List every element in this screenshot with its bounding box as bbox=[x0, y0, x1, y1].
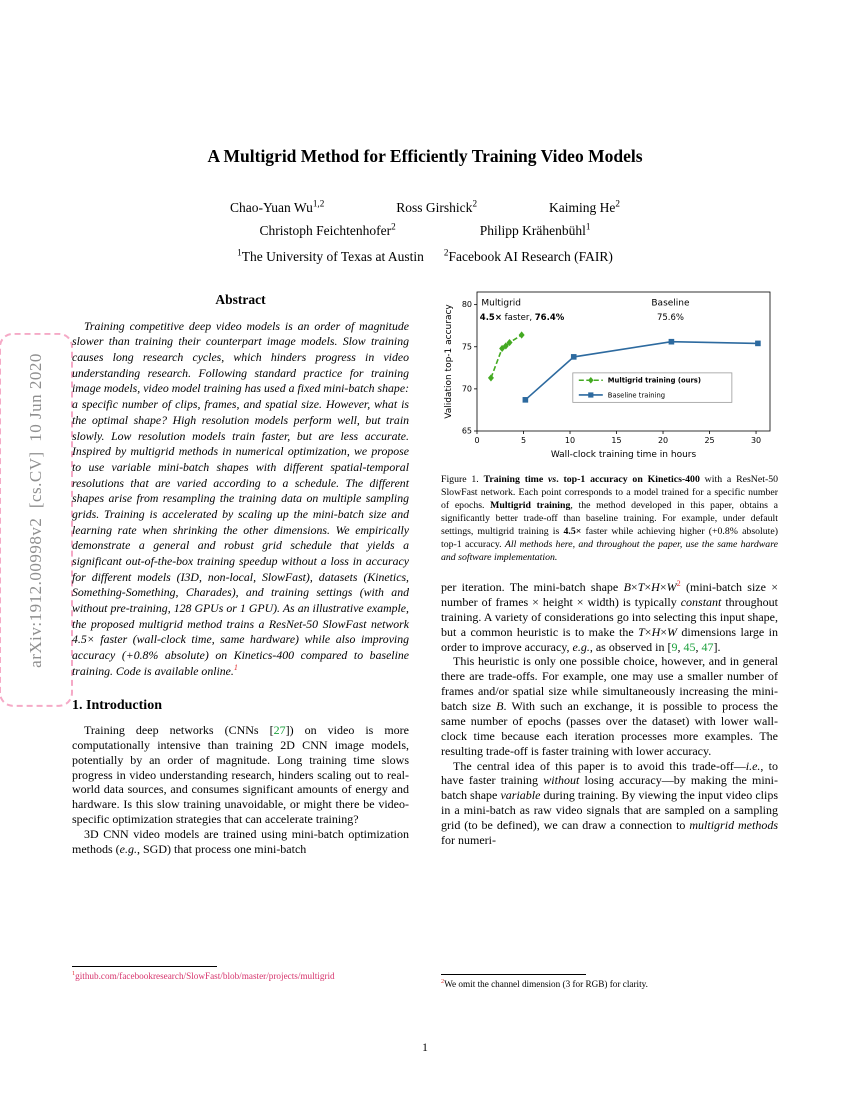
affiliation-text: Facebook AI Research (FAIR) bbox=[448, 249, 613, 264]
footnote-marker[interactable]: 1 bbox=[233, 662, 238, 672]
svg-text:25: 25 bbox=[704, 436, 715, 445]
text-segment: constant bbox=[680, 594, 722, 609]
svg-text:65: 65 bbox=[461, 426, 472, 436]
footnote-rule bbox=[72, 966, 217, 967]
svg-text:70: 70 bbox=[461, 384, 472, 394]
text-segment: with a ResNet-50 SlowFast network. Each point corresponds to a model trained for a specific number of epochs. bbox=[441, 474, 779, 512]
svg-text:75: 75 bbox=[461, 342, 472, 352]
figure-1-chart bbox=[441, 286, 778, 461]
svg-text:75.6%: 75.6% bbox=[656, 312, 684, 323]
text-segment: All methods here, and throughout the paper, use the same hardware and software implementation. bbox=[441, 539, 778, 564]
text-segment: i.e. bbox=[745, 758, 761, 773]
author-name: Kaiming He bbox=[549, 200, 616, 215]
citation-link[interactable]: 47 bbox=[701, 639, 714, 654]
text-segment: H bbox=[651, 580, 660, 595]
citation-link[interactable]: 45 bbox=[683, 639, 696, 654]
author-affiliation-superscript: 2 bbox=[391, 221, 396, 232]
page-number: 1 bbox=[422, 1042, 428, 1054]
author-name: Ross Girshick bbox=[396, 200, 473, 215]
text-segment: W bbox=[667, 624, 678, 639]
text-segment: × bbox=[644, 624, 652, 639]
right-paragraph-3 bbox=[441, 759, 778, 848]
text-segment: B bbox=[623, 580, 631, 595]
text-segment: The central idea of this paper is to avoid this trade-off— bbox=[453, 758, 746, 773]
footnote-marker[interactable]: 2 bbox=[676, 579, 681, 589]
svg-text:Multigrid: Multigrid bbox=[481, 298, 522, 309]
text-segment: H bbox=[651, 624, 661, 639]
author bbox=[549, 200, 620, 216]
text-segment: ]. bbox=[713, 639, 721, 654]
svg-text:Baseline training: Baseline training bbox=[607, 391, 666, 400]
text-segment: W bbox=[666, 580, 677, 595]
text-segment: , the method developed in this paper, obtains a significantly better trade-off than baseline training. For example, under default settings, multigrid training is bbox=[441, 500, 778, 538]
affiliation bbox=[444, 249, 613, 265]
footnote-left-text bbox=[72, 971, 335, 981]
text-segment: e.g. bbox=[119, 841, 137, 856]
author bbox=[260, 223, 396, 239]
arxiv-stamp bbox=[0, 333, 73, 707]
author-name: Chao-Yuan Wu bbox=[230, 200, 313, 215]
text-segment: × bbox=[660, 624, 668, 639]
text-segment: , to have faster training bbox=[441, 758, 778, 788]
abstract-body bbox=[72, 319, 409, 680]
footnote-marker[interactable]: 1 bbox=[72, 969, 76, 977]
author-affiliation-superscript: 1 bbox=[585, 221, 591, 232]
text-segment: × bbox=[630, 580, 638, 595]
citation-link[interactable]: 27 bbox=[273, 722, 286, 737]
svg-text:Validation top-1 accuracy: Validation top-1 accuracy bbox=[444, 304, 454, 419]
section-heading-introduction: 1. Introduction bbox=[72, 697, 162, 713]
author bbox=[480, 223, 591, 239]
author-name: Christoph Feichtenhofer bbox=[259, 223, 392, 238]
text-segment: T bbox=[638, 624, 645, 639]
author-affiliation-superscript: 2 bbox=[472, 198, 478, 209]
text-segment: without bbox=[543, 773, 580, 788]
text-segment: , bbox=[695, 639, 702, 654]
text-segment: 4.5× bbox=[563, 526, 582, 538]
author-affiliation-superscript: 2 bbox=[615, 198, 620, 209]
svg-text:30: 30 bbox=[750, 436, 762, 445]
text-segment: We omit the channel dimension (3 for RGB) for clarity. bbox=[444, 979, 648, 989]
abstract-heading: Abstract bbox=[215, 292, 266, 307]
text-segment: × bbox=[644, 580, 652, 595]
affiliation-superscript: 1 bbox=[237, 247, 242, 258]
author-list-row2 bbox=[0, 223, 850, 239]
text-segment: multigrid methods bbox=[689, 818, 779, 833]
text-segment: ]) on video is more computationally intensive than training 2D CNN image models, potentially by an order of magnitude. Long training time slows progress in video understanding research, hinders scaling out to real-world data sources, and consumes significant amounts of energy and hardware. Is this slow training unavoidable, or might there be video-specific optimization strategies that can accelerate training? bbox=[72, 722, 410, 827]
text-segment: . With such an exchange, it is possible to process the same number of epochs (passes over the dataset) with lower wall-clock time because each iteration processes more examples. The resulting trade-off is faster training with lower accuracy. bbox=[441, 699, 778, 758]
author-affiliation-superscript: 1,2 bbox=[312, 198, 325, 209]
affiliation bbox=[237, 249, 424, 265]
author-name: Philipp Krähenbühl bbox=[479, 223, 586, 238]
svg-text:20: 20 bbox=[657, 436, 669, 445]
footnote-rule bbox=[441, 974, 586, 975]
right-column-body bbox=[441, 580, 778, 848]
url-link[interactable]: github.com/facebookresearch/SlowFast/blob/master/projects/multigrid bbox=[75, 971, 335, 981]
intro-paragraph-2 bbox=[72, 827, 409, 857]
author bbox=[230, 200, 324, 216]
text-segment: × bbox=[659, 580, 667, 595]
affiliation-superscript: 2 bbox=[443, 247, 449, 258]
svg-text:5: 5 bbox=[520, 436, 527, 445]
footnote-right bbox=[441, 974, 778, 991]
svg-text:10: 10 bbox=[564, 436, 576, 445]
svg-text:0: 0 bbox=[474, 436, 480, 445]
right-paragraph-1 bbox=[441, 580, 778, 654]
svg-text:Wall-clock training time in ho: Wall-clock training time in hours bbox=[550, 450, 697, 460]
text-segment: vs bbox=[548, 474, 557, 485]
text-segment: Training deep networks (CNNs [ bbox=[84, 722, 274, 737]
figure-1 bbox=[441, 286, 778, 461]
figure-1-caption bbox=[441, 473, 778, 564]
paper-title: A Multigrid Method for Efficiently Training Video Models bbox=[207, 146, 643, 166]
affiliation-line bbox=[0, 249, 850, 265]
text-segment: , as observed in [ bbox=[589, 639, 672, 654]
left-column bbox=[72, 292, 409, 857]
text-segment: e.g. bbox=[572, 639, 590, 654]
footnote-right-text bbox=[441, 979, 648, 989]
author bbox=[396, 200, 477, 216]
text-segment: Multigrid training bbox=[490, 500, 571, 512]
text-segment: Training competitive deep video models is an order of magnitude slower than training their counterpart image models. Slow training causes long research cycles, which hinders progress in video understanding research. Following standard practice for training image models, video model training has used a fixed mini-batch shape: a specific number of clips, frames, and spatial size. However, what is the optimal shape? High resolution models perform well, but train slowly. Low resolution models train faster, but are less accurate. Inspired by multigrid methods in numerical optimization, we propose to use variable mini-batch shapes with different spatial-temporal resolutions that are varied according to a schedule. The different shapes arise from resampling the training data on multiple sampling grids. Training is accelerated by scaling up the mini-batch size and learning rate when shrinking the other dimensions. We empirically demonstrate a general and robust grid schedule that yields a significant out-of-the-box training speedup without a loss in accuracy for different models (I3D, non-local, SlowFast), datasets (Kinetics, Something-Something, Charades), and training settings (with and without pre-training, 128 GPUs or 1 GPU). As an illustrative example, the proposed multigrid method trains a ResNet-50 SlowFast network 4.5× faster (wall-clock time, same hardware) while also improving accuracy (+0.8% absolute) on Kinetics-400 compared to baseline training. Code is available online. bbox=[72, 318, 409, 678]
text-segment: faster while achieving higher (+0.8% absolute) top-1 accuracy. bbox=[441, 526, 778, 551]
text-segment: , SGD) that process one mini-batch bbox=[137, 841, 307, 856]
text-segment: B bbox=[496, 699, 504, 714]
text-segment: , bbox=[677, 639, 684, 654]
text-segment: losing accuracy—by making the mini-batch shape bbox=[441, 773, 778, 803]
text-segment: This heuristic is only one possible choice, however, and in general there are trade-offs. For example, one may use a smaller number of frames and/or spatial size while simultaneously increasing the mini-batch size bbox=[441, 654, 778, 714]
author-list-row1 bbox=[0, 200, 850, 216]
text-segment: Training time bbox=[483, 474, 549, 485]
svg-text:Baseline: Baseline bbox=[651, 298, 690, 309]
svg-text:15: 15 bbox=[611, 436, 622, 445]
text-segment: Figure 1. bbox=[441, 474, 484, 485]
arxiv-stamp-text: arXiv:1912.00998v2 [cs.CV] 10 Jun 2020 bbox=[26, 353, 45, 668]
text-segment: dimensions large in order to improve accuracy, bbox=[441, 624, 778, 654]
text-segment: variable bbox=[500, 788, 541, 803]
footnote-marker[interactable]: 2 bbox=[441, 977, 445, 985]
citation-link[interactable]: 9 bbox=[671, 639, 678, 654]
intro-paragraph-1 bbox=[72, 723, 409, 827]
right-column bbox=[441, 286, 778, 848]
footnote-left bbox=[72, 966, 409, 983]
text-segment: . top-1 accuracy on Kinetics-400 bbox=[556, 474, 700, 485]
right-paragraph-2 bbox=[441, 654, 778, 758]
svg-text:Multigrid training (ours): Multigrid training (ours) bbox=[607, 376, 701, 385]
affiliation-text: The University of Texas at Austin bbox=[241, 249, 424, 264]
text-segment: (mini-batch size × number of frames × height × width) is typically bbox=[441, 580, 778, 609]
text-segment: 3D CNN video models are trained using mini-batch optimization methods ( bbox=[72, 827, 409, 856]
svg-text:4.5× faster, 76.4%: 4.5× faster, 76.4% bbox=[479, 312, 565, 323]
text-segment: throughout training. A variety of considerations go into selecting this input shape, but a common heuristic is to make the bbox=[441, 594, 778, 639]
text-segment: for numeri- bbox=[441, 832, 496, 847]
text-segment: during training. By viewing the input video clips in a mini-batch as raw video signals that are sampled on a sampling grid (to be defined), we can draw a connection to bbox=[441, 788, 778, 833]
text-segment: per iteration. The mini-batch shape bbox=[441, 580, 624, 595]
svg-text:80: 80 bbox=[461, 300, 472, 310]
text-segment: T bbox=[637, 580, 645, 595]
